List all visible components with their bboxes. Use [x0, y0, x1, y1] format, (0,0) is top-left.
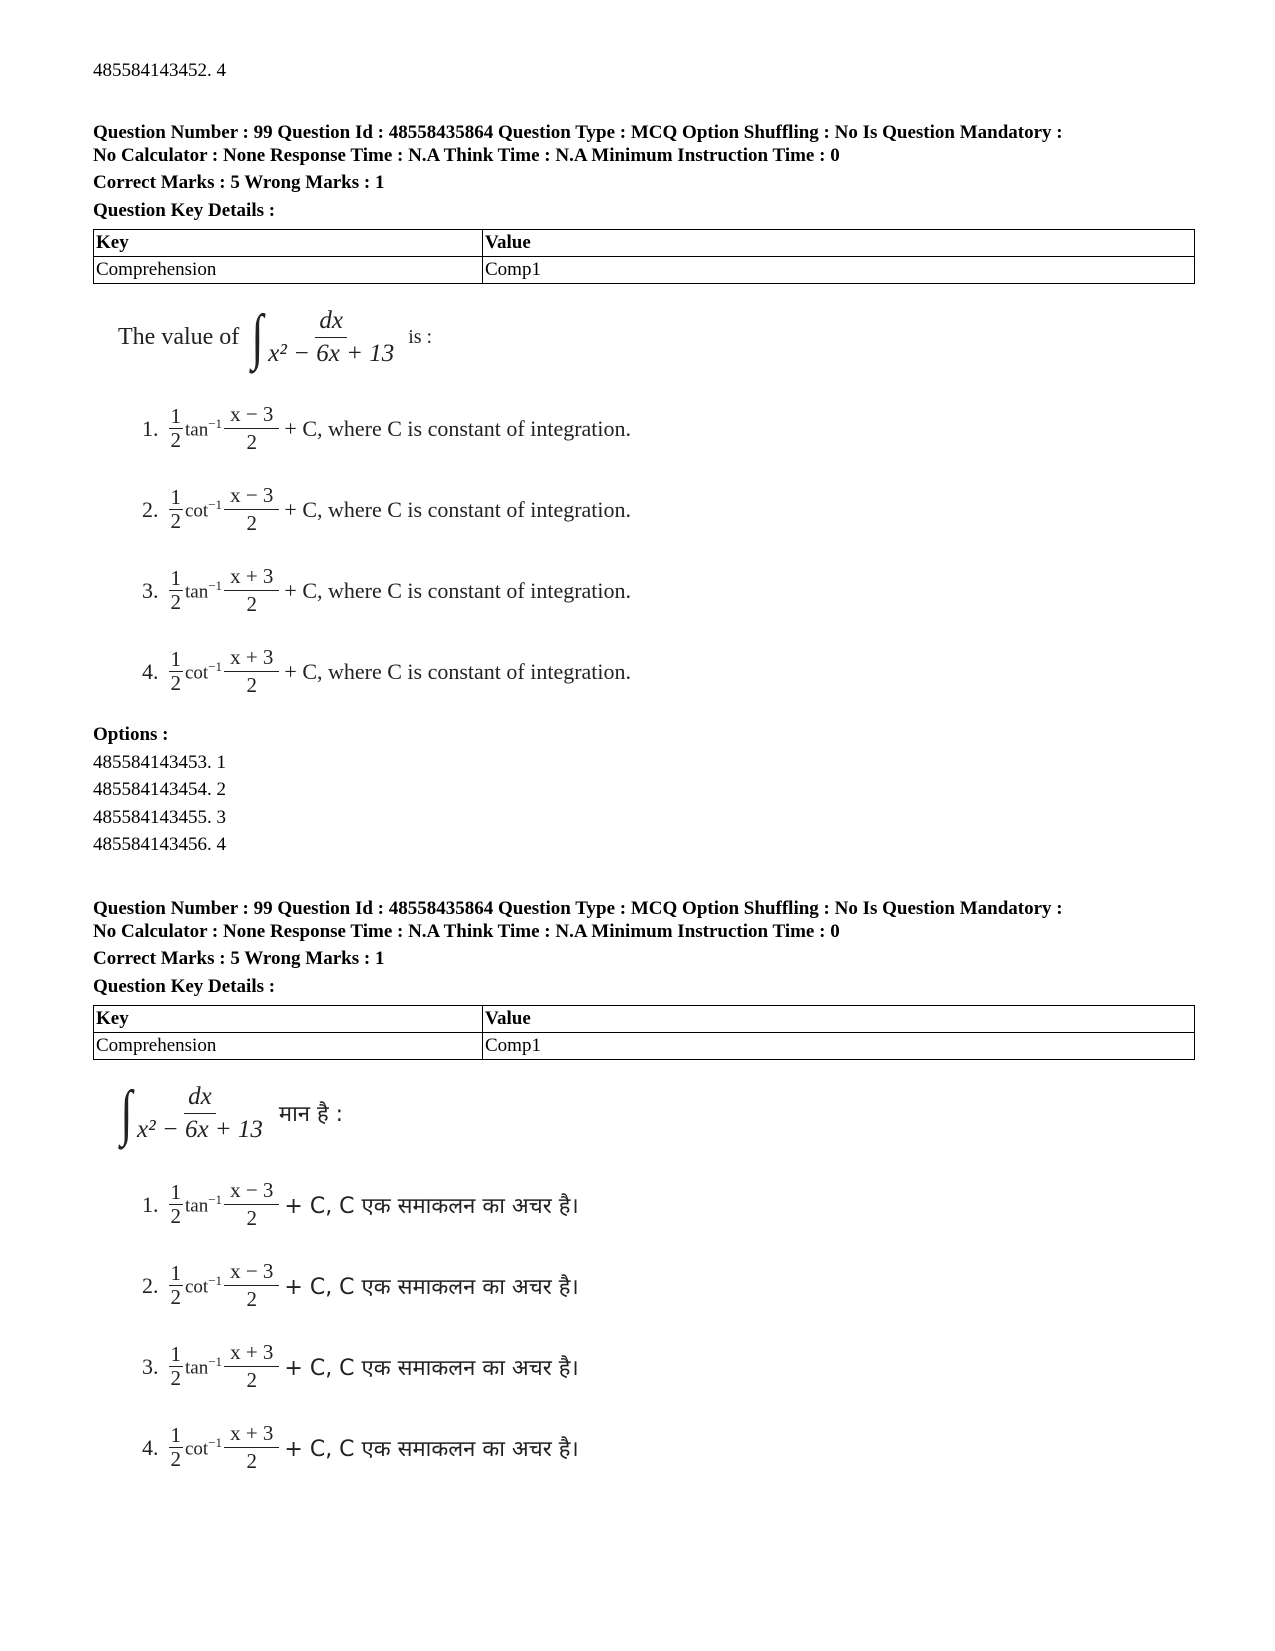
arg-num: x − 3	[224, 403, 279, 429]
value-header: Value	[483, 230, 1195, 257]
function-name	[185, 497, 222, 522]
option-id-line: 485584143453. 1	[93, 752, 226, 773]
half-num: 1	[170, 485, 181, 509]
arg-num: x + 3	[224, 1341, 279, 1367]
q1-choice-1	[142, 403, 631, 454]
arg-num: x + 3	[224, 646, 279, 672]
q2-choice-2	[142, 1260, 579, 1311]
argument-fraction	[224, 484, 279, 535]
q2-choice-3	[142, 1341, 579, 1392]
table-header-row	[94, 1006, 1195, 1033]
arg-num: x − 3	[224, 1179, 279, 1205]
function-name	[185, 1435, 222, 1460]
stem-suffix: is :	[408, 325, 433, 348]
stem-denominator: x² − 6x + 13	[136, 1115, 263, 1143]
fn-label: tan	[185, 581, 209, 603]
options-label: Options :	[93, 724, 169, 745]
stem-suffix: मान है :	[278, 1102, 344, 1127]
arg-den: 2	[246, 511, 257, 536]
half-num: 1	[170, 1423, 181, 1447]
choice-index: 1.	[142, 415, 159, 441]
half-num: 1	[170, 1261, 181, 1285]
half-den: 2	[170, 1204, 181, 1229]
half-fraction	[169, 1181, 184, 1228]
half-num: 1	[170, 1180, 181, 1204]
integral-sign: ∫	[120, 1079, 133, 1147]
choice-tail: + C, where C is constant of integration.	[284, 658, 632, 684]
q2-choice-4	[142, 1422, 579, 1473]
q1-marks: Correct Marks : 5 Wrong Marks : 1	[93, 172, 385, 193]
choice-tail: + C, C एक समाकलन का अचर है।	[284, 1193, 579, 1219]
half-den: 2	[170, 671, 181, 696]
q2-choice-1	[142, 1179, 579, 1230]
half-den: 2	[170, 1447, 181, 1472]
argument-fraction	[224, 1341, 279, 1392]
q1-choice-2	[142, 484, 631, 535]
inverse-exponent: −1	[208, 577, 223, 593]
choice-index: 3.	[142, 577, 159, 603]
inverse-exponent: −1	[208, 658, 223, 674]
inverse-exponent: −1	[208, 1353, 223, 1369]
choice-tail: + C, C एक समाकलन का अचर है।	[284, 1274, 579, 1300]
stem-numerator: dx	[315, 307, 347, 338]
q2-marks: Correct Marks : 5 Wrong Marks : 1	[93, 948, 385, 969]
q2-header-line1: Question Number : 99 Question Id : 48558435864 Question Type : MCQ Option Shuffling : No Is Question Mandatory :	[93, 898, 1063, 919]
argument-fraction	[224, 565, 279, 616]
half-den: 2	[170, 428, 181, 453]
inverse-exponent: −1	[208, 1272, 223, 1288]
arg-den: 2	[246, 1449, 257, 1474]
key-header: Key	[94, 230, 483, 257]
choice-tail: + C, where C is constant of integration.	[284, 415, 632, 441]
q1-key-table	[93, 229, 1195, 284]
q1-header-line2: No Calculator : None Response Time : N.A Think Time : N.A Minimum Instruction Time : 0	[93, 145, 840, 166]
argument-fraction	[224, 1422, 279, 1473]
stem-numerator: dx	[184, 1083, 216, 1114]
half-den: 2	[170, 590, 181, 615]
option-id-line: 485584143455. 3	[93, 807, 226, 828]
function-name	[185, 1192, 222, 1217]
value-cell: Comp1	[483, 1033, 1195, 1060]
argument-fraction	[224, 1260, 279, 1311]
half-den: 2	[170, 509, 181, 534]
arg-num: x − 3	[224, 1260, 279, 1286]
choice-index: 4.	[142, 1434, 159, 1460]
key-cell: Comprehension	[94, 257, 483, 284]
half-fraction	[169, 1424, 184, 1471]
half-num: 1	[170, 404, 181, 428]
half-den: 2	[170, 1366, 181, 1391]
choice-tail: + C, C एक समाकलन का अचर है।	[284, 1436, 579, 1462]
q1-header-line1: Question Number : 99 Question Id : 48558435864 Question Type : MCQ Option Shuffling : No Is Question Mandatory :	[93, 122, 1063, 143]
fn-label: tan	[185, 1195, 209, 1217]
argument-fraction	[224, 403, 279, 454]
stem-fraction	[133, 1083, 267, 1143]
inverse-exponent: −1	[208, 415, 223, 431]
stem-prefix: The value of	[118, 323, 240, 350]
q1-stem	[118, 303, 433, 371]
function-name	[185, 659, 222, 684]
value-cell: Comp1	[483, 257, 1195, 284]
q1-key-details-label: Question Key Details :	[93, 200, 276, 221]
half-num: 1	[170, 647, 181, 671]
previous-option-line: 485584143452. 4	[93, 60, 226, 81]
value-header: Value	[483, 1006, 1195, 1033]
integral-sign: ∫	[251, 303, 264, 371]
argument-fraction	[224, 1179, 279, 1230]
q1-choice-3	[142, 565, 631, 616]
arg-den: 2	[246, 1287, 257, 1312]
q1-choice-4	[142, 646, 631, 697]
function-name	[185, 416, 222, 441]
arg-den: 2	[246, 1368, 257, 1393]
option-id-line: 485584143454. 2	[93, 779, 226, 800]
half-num: 1	[170, 1342, 181, 1366]
inverse-exponent: −1	[208, 1434, 223, 1450]
half-den: 2	[170, 1285, 181, 1310]
choice-tail: + C, C एक समाकलन का अचर है।	[284, 1355, 579, 1381]
choice-tail: + C, where C is constant of integration.	[284, 496, 632, 522]
half-fraction	[169, 405, 184, 452]
q2-stem	[118, 1079, 344, 1147]
arg-num: x + 3	[224, 1422, 279, 1448]
stem-fraction	[264, 307, 398, 367]
arg-num: x − 3	[224, 484, 279, 510]
fn-label: cot	[185, 1438, 209, 1460]
choice-index: 3.	[142, 1353, 159, 1379]
fn-label: cot	[185, 1276, 209, 1298]
fn-label: cot	[185, 662, 209, 684]
inverse-exponent: −1	[208, 496, 223, 512]
q2-header-line2: No Calculator : None Response Time : N.A Think Time : N.A Minimum Instruction Time : 0	[93, 921, 840, 942]
fn-label: tan	[185, 1357, 209, 1379]
function-name	[185, 1354, 222, 1379]
function-name	[185, 1273, 222, 1298]
choice-tail: + C, where C is constant of integration.	[284, 577, 632, 603]
choice-index: 1.	[142, 1191, 159, 1217]
q2-key-table	[93, 1005, 1195, 1060]
function-name	[185, 578, 222, 603]
half-fraction	[169, 648, 184, 695]
table-header-row	[94, 230, 1195, 257]
argument-fraction	[224, 646, 279, 697]
half-fraction	[169, 1262, 184, 1309]
arg-den: 2	[246, 592, 257, 617]
half-fraction	[169, 567, 184, 614]
fn-label: tan	[185, 419, 209, 441]
arg-num: x + 3	[224, 565, 279, 591]
option-id-line: 485584143456. 4	[93, 834, 226, 855]
arg-den: 2	[246, 673, 257, 698]
key-cell: Comprehension	[94, 1033, 483, 1060]
choice-index: 4.	[142, 658, 159, 684]
half-fraction	[169, 1343, 184, 1390]
q2-key-details-label: Question Key Details :	[93, 976, 276, 997]
choice-index: 2.	[142, 496, 159, 522]
key-header: Key	[94, 1006, 483, 1033]
half-num: 1	[170, 566, 181, 590]
stem-denominator: x² − 6x + 13	[268, 339, 395, 367]
arg-den: 2	[246, 1206, 257, 1231]
table-row	[94, 257, 1195, 284]
fn-label: cot	[185, 500, 209, 522]
inverse-exponent: −1	[208, 1191, 223, 1207]
choice-index: 2.	[142, 1272, 159, 1298]
table-row	[94, 1033, 1195, 1060]
half-fraction	[169, 486, 184, 533]
arg-den: 2	[246, 430, 257, 455]
